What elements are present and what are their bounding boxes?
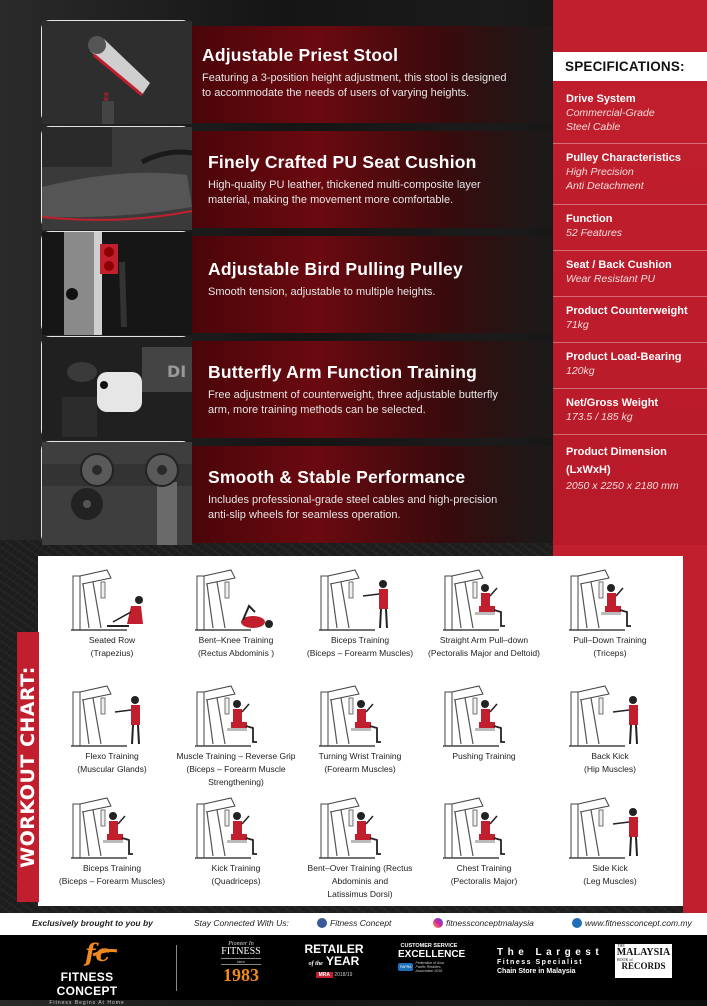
exercise-label: Turning Wrist Training bbox=[318, 751, 402, 761]
feature-description bbox=[208, 285, 543, 300]
feature-title: Butterfly Arm Function Training bbox=[208, 362, 478, 382]
records-the: THE bbox=[617, 943, 625, 948]
exercise-item bbox=[172, 566, 300, 660]
cs-sub: Pacific Retailers bbox=[415, 965, 441, 969]
exercise-item bbox=[48, 682, 176, 776]
workout-chart-label bbox=[17, 632, 39, 902]
cs-line2: EXCELLENCE bbox=[398, 949, 466, 960]
exercise-illustration bbox=[439, 682, 529, 750]
exercise-label: Muscle Training – Reverse Grip bbox=[176, 751, 296, 761]
facebook-link[interactable] bbox=[317, 918, 391, 928]
exercise-label: Pushing Training bbox=[452, 751, 516, 761]
exercise-label: (Biceps – Forearm Muscle bbox=[186, 764, 286, 774]
spec-label: Seat / Back Cushion bbox=[566, 259, 672, 271]
priest-stool-photo bbox=[41, 20, 191, 123]
exercise-label: Bent–Over Training (Rectus bbox=[307, 863, 413, 873]
exercise-illustration bbox=[565, 682, 655, 750]
instagram-icon bbox=[433, 918, 443, 928]
pioneer-year: 1983 bbox=[223, 965, 259, 985]
exercise-label: Seated Row bbox=[88, 635, 136, 645]
fc-logo-icon bbox=[57, 939, 117, 965]
spec-value: 52 Features bbox=[566, 227, 623, 239]
largest-line1: The Largest bbox=[497, 947, 604, 958]
feature-desc-line: to accommodate the needs of users of varying heights. bbox=[202, 87, 470, 99]
exercise-label: (Hip Muscles) bbox=[584, 764, 636, 774]
feature-desc-line: Includes professional-grade steel cables and high-precision bbox=[208, 494, 498, 506]
spec-value: 2050 x 2250 x 2180 mm bbox=[566, 480, 679, 492]
exercise-illustration bbox=[439, 794, 529, 862]
exercise-label: Chest Training bbox=[456, 863, 512, 873]
largest-line3: Chain Store in Malaysia bbox=[497, 968, 576, 975]
workout-chart-title: WORKOUT CHART: bbox=[17, 666, 39, 868]
brought-by-text: Exclusively brought to you by bbox=[32, 918, 153, 928]
exercise-label: Strengthening) bbox=[208, 777, 264, 787]
footer-divider bbox=[176, 945, 177, 991]
exercise-item bbox=[48, 794, 176, 888]
spec-pulley-characteristics bbox=[553, 144, 707, 205]
exercise-label: Straight Arm Pull–down bbox=[439, 635, 529, 645]
exercise-item bbox=[172, 794, 300, 888]
spec-label: Product Counterweight bbox=[566, 305, 688, 317]
exercise-illustration bbox=[315, 794, 405, 862]
spec-seat-cushion bbox=[553, 251, 707, 297]
spec-value: Anti Detachment bbox=[566, 180, 644, 192]
svg-text:⇕: ⇕ bbox=[101, 90, 112, 104]
spec-drive-system bbox=[553, 88, 707, 144]
exercise-item bbox=[172, 682, 300, 789]
fapra-seal: FAPRA bbox=[400, 965, 412, 969]
spec-counterweight bbox=[553, 297, 707, 343]
exercise-item bbox=[546, 682, 674, 776]
exercise-item bbox=[546, 794, 674, 888]
feature-description bbox=[208, 493, 543, 523]
exercise-label: Biceps Training bbox=[82, 863, 142, 873]
spec-label: Product Load-Bearing bbox=[566, 351, 682, 363]
spec-label-unit: (LxWxH) bbox=[566, 464, 611, 476]
mra-logo: MRA bbox=[316, 972, 333, 978]
specifications-title: SPECIFICATIONS: bbox=[553, 52, 707, 81]
exercise-illustration bbox=[67, 794, 157, 862]
spec-function bbox=[553, 205, 707, 251]
exercise-label: Bent–Knee Training bbox=[198, 635, 274, 645]
exercise-label: (Muscular Glands) bbox=[77, 764, 147, 774]
exercise-illustration bbox=[439, 566, 529, 634]
exercise-illustration bbox=[565, 794, 655, 862]
exercise-label: (Forearm Muscles) bbox=[324, 764, 396, 774]
stay-connected-text: Stay Connected With Us: bbox=[194, 918, 289, 928]
records-records: RECORDS bbox=[621, 961, 666, 971]
largest-chain-text bbox=[497, 947, 607, 976]
retailer-line: RETAILER bbox=[304, 942, 364, 956]
feature-desc-line: material, making the movement more comfortable. bbox=[208, 194, 454, 206]
fitness-concept-tagline: Fitness Begins At Home bbox=[49, 1000, 125, 1006]
cs-sub: Federation of Asia bbox=[415, 961, 444, 965]
exercise-illustration bbox=[67, 566, 157, 634]
cs-sub: Association 2018 bbox=[415, 969, 443, 973]
spec-dimension bbox=[553, 435, 707, 505]
exercise-item bbox=[296, 566, 424, 660]
records-of: of bbox=[629, 957, 633, 962]
exercise-item bbox=[48, 566, 176, 660]
exercise-illustration bbox=[315, 682, 405, 750]
exercise-label: Latissimus Dorsi) bbox=[327, 889, 393, 899]
exercise-label: (Rectus Abdominis ) bbox=[197, 648, 275, 658]
feature-description bbox=[202, 71, 537, 101]
cs-line1: CUSTOMER SERVICE bbox=[400, 943, 458, 949]
red-side-strip bbox=[683, 545, 707, 913]
svg-text:fc: fc bbox=[85, 938, 110, 967]
pioneer-line: Pioneer In bbox=[228, 941, 254, 947]
spec-value: Commercial-Grade bbox=[566, 107, 655, 119]
exercise-illustration bbox=[191, 566, 281, 634]
retailer-year: 2018/19 bbox=[334, 972, 353, 978]
feature-desc-line: Free adjustment of counterweight, three adjustable butterfly bbox=[208, 389, 498, 401]
feature-description bbox=[208, 388, 543, 418]
globe-icon bbox=[572, 918, 582, 928]
exercise-label: Side Kick bbox=[592, 863, 628, 873]
exercise-label: Pull–Down Training bbox=[573, 635, 647, 645]
exercise-label: Flexo Training bbox=[85, 751, 139, 761]
spec-label: Net/Gross Weight bbox=[566, 397, 659, 409]
pioneer-since: since bbox=[221, 958, 261, 965]
exercise-label: (Biceps – Forearm Muscles) bbox=[58, 876, 166, 886]
feature-desc-line: High-quality PU leather, thickened multi-composite layer bbox=[208, 179, 481, 191]
feature-desc-line: Smooth tension, adjustable to multiple heights. bbox=[208, 286, 436, 298]
spec-label: Function bbox=[566, 213, 613, 225]
exercise-label: (Quadriceps) bbox=[211, 876, 261, 886]
spec-label: Drive System bbox=[566, 93, 636, 105]
facebook-icon bbox=[317, 918, 327, 928]
exercise-label: (Pectoralis Major and Deltoid) bbox=[428, 648, 540, 658]
feature-title: Adjustable Priest Stool bbox=[202, 45, 399, 65]
exercise-label: Abdominis and bbox=[331, 876, 389, 886]
spec-load-bearing bbox=[553, 343, 707, 389]
fitness-concept-logo bbox=[32, 938, 142, 1006]
spec-value: 71kg bbox=[566, 319, 589, 331]
instagram-link[interactable] bbox=[433, 918, 534, 928]
pioneer-badge bbox=[215, 941, 267, 984]
retailer-of-the: of the bbox=[308, 961, 323, 967]
wheels-photo bbox=[41, 441, 191, 544]
exercise-illustration bbox=[315, 566, 405, 634]
spec-label: Pulley Characteristics bbox=[566, 152, 681, 164]
feature-desc-line: Featuring a 3-position height adjustment, this stool is designed bbox=[202, 72, 507, 84]
instagram-label: fitnessconceptmalaysia bbox=[446, 918, 534, 928]
exercise-label: Back Kick bbox=[591, 751, 629, 761]
retailer-of-year-badge bbox=[303, 943, 365, 978]
exercise-illustration bbox=[67, 682, 157, 750]
spec-label: Product Dimension bbox=[566, 446, 667, 458]
spec-net-gross-weight bbox=[553, 389, 707, 435]
exercise-item bbox=[546, 566, 674, 660]
feature-title: Finely Crafted PU Seat Cushion bbox=[208, 152, 477, 172]
exercise-illustration bbox=[191, 682, 281, 750]
exercise-illustration bbox=[565, 566, 655, 634]
exercise-label: (Leg Muscles) bbox=[583, 876, 637, 886]
spec-value: Steel Cable bbox=[566, 121, 621, 133]
spec-value: Wear Resistant PU bbox=[566, 273, 656, 285]
spec-value: 120kg bbox=[566, 365, 595, 377]
exercise-label: Biceps Training bbox=[330, 635, 390, 645]
website-label: www.fitnessconcept.com.my bbox=[585, 918, 692, 928]
spec-value: 173.5 / 185 kg bbox=[566, 411, 633, 423]
footer-brand-bar bbox=[0, 935, 707, 1006]
retailer-year-word: YEAR bbox=[325, 954, 360, 968]
malaysia-book-of-records-logo bbox=[615, 944, 672, 978]
records-malaysia: MALAYSIA bbox=[616, 947, 671, 958]
spec-value: High Precision bbox=[566, 166, 634, 178]
seat-cushion-photo bbox=[41, 126, 191, 229]
feature-description bbox=[208, 178, 543, 208]
exercise-label: (Pectoralis Major) bbox=[450, 876, 518, 886]
footer-contact-strip bbox=[0, 913, 707, 935]
feature-desc-line: anti-slip wheels for seamless operation. bbox=[208, 509, 401, 521]
largest-line2: Fitness Specialist bbox=[497, 959, 584, 966]
exercise-item bbox=[296, 794, 424, 901]
exercise-item bbox=[420, 566, 548, 660]
svg-text:DI: DI bbox=[167, 362, 187, 381]
feature-title: Adjustable Bird Pulling Pulley bbox=[208, 259, 463, 279]
pulley-photo bbox=[41, 231, 191, 334]
records-book: BOOK bbox=[617, 957, 629, 962]
customer-service-badge bbox=[398, 943, 466, 973]
exercise-item bbox=[420, 794, 548, 888]
feature-title: Smooth & Stable Performance bbox=[208, 467, 466, 487]
exercise-label: (Trapezius) bbox=[90, 648, 134, 658]
exercise-item bbox=[420, 682, 548, 763]
exercise-illustration bbox=[191, 794, 281, 862]
exercise-label: Kick Training bbox=[211, 863, 261, 873]
feature-desc-line: arm, more training methods can be selected. bbox=[208, 404, 426, 416]
facebook-label: Fitness Concept bbox=[330, 918, 392, 928]
fitness-concept-wordmark: FITNESS CONCEPT bbox=[56, 970, 118, 998]
exercise-label: (Triceps) bbox=[593, 648, 627, 658]
pioneer-fitness: FITNESS bbox=[221, 946, 261, 957]
exercise-item bbox=[296, 682, 424, 776]
exercise-label: (Biceps – Forearm Muscles) bbox=[306, 648, 414, 658]
website-link[interactable] bbox=[572, 918, 692, 928]
butterfly-arm-photo bbox=[41, 336, 191, 439]
